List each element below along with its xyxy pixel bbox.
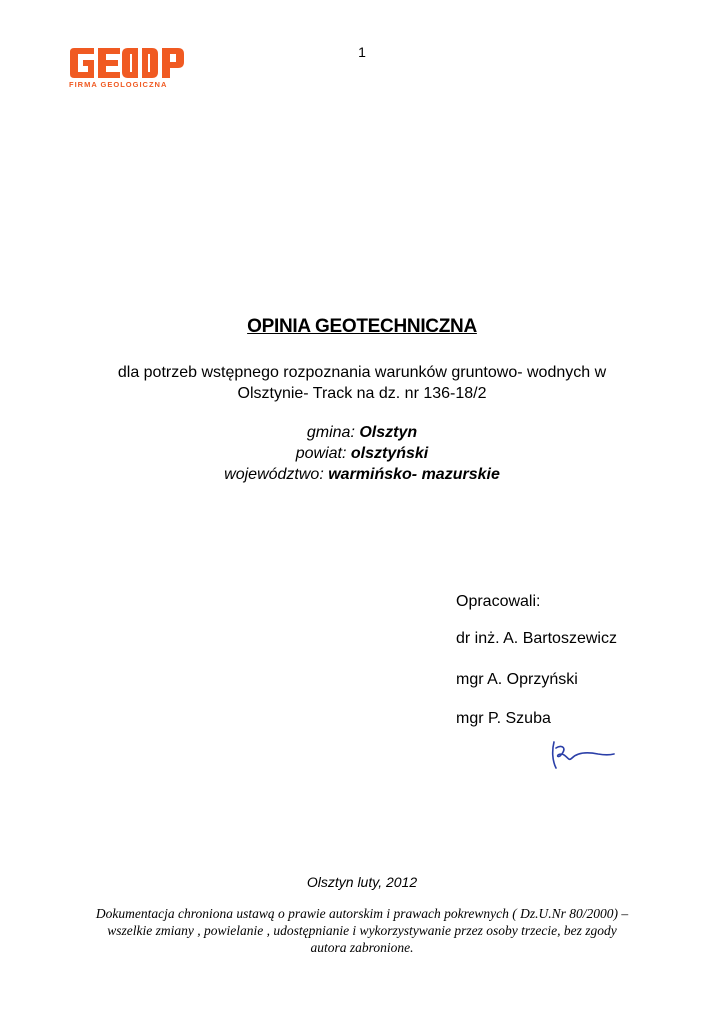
logo-tagline: FIRMA GEOLOGICZNA [69, 80, 168, 89]
copyright-notice [60, 905, 664, 956]
authors-heading: Opracowali: [456, 593, 541, 610]
author-name: mgr A. Oprzyński [456, 671, 578, 688]
gmina-value: Olsztyn [359, 424, 418, 441]
gmina-label: gmina: [306, 424, 355, 441]
document-subtitle [90, 362, 634, 404]
powiat-value: olsztyński [350, 445, 429, 462]
wojewodztwo-row [0, 466, 724, 484]
handwritten-signature [548, 738, 618, 772]
page-number: 1 [358, 44, 366, 60]
wojewodztwo-label: województwo: [224, 466, 324, 483]
author-name: dr inż. A. Bartoszewicz [456, 630, 617, 647]
wojewodztwo-value: warmińsko- mazurskie [328, 466, 500, 483]
place-and-date: Olsztyn luty, 2012 [306, 874, 418, 890]
subtitle-line-1: dla potrzeb wstępnego rozpoznania warunków gruntowo- wodnych w [117, 364, 607, 381]
subtitle-line-2: Olsztynie- Track na dz. nr 136-18/2 [237, 385, 487, 402]
copyright-line-2: wszelkie zmiany , powielanie , udostępnianie i wykorzystywanie przez osoby trzecie, bez zgody [107, 923, 617, 938]
document-title: OPINIA GEOTECHNICZNA [247, 316, 477, 337]
author-name: mgr P. Szuba [456, 710, 551, 727]
copyright-line-1: Dokumentacja chroniona ustawą o prawie autorskim i prawach pokrewnych ( Dz.U.Nr 80/2000) – [95, 906, 629, 921]
powiat-row [0, 445, 724, 463]
copyright-line-3: autora zabronione. [310, 940, 414, 955]
gmina-row [0, 424, 724, 442]
powiat-label: powiat: [295, 445, 347, 462]
